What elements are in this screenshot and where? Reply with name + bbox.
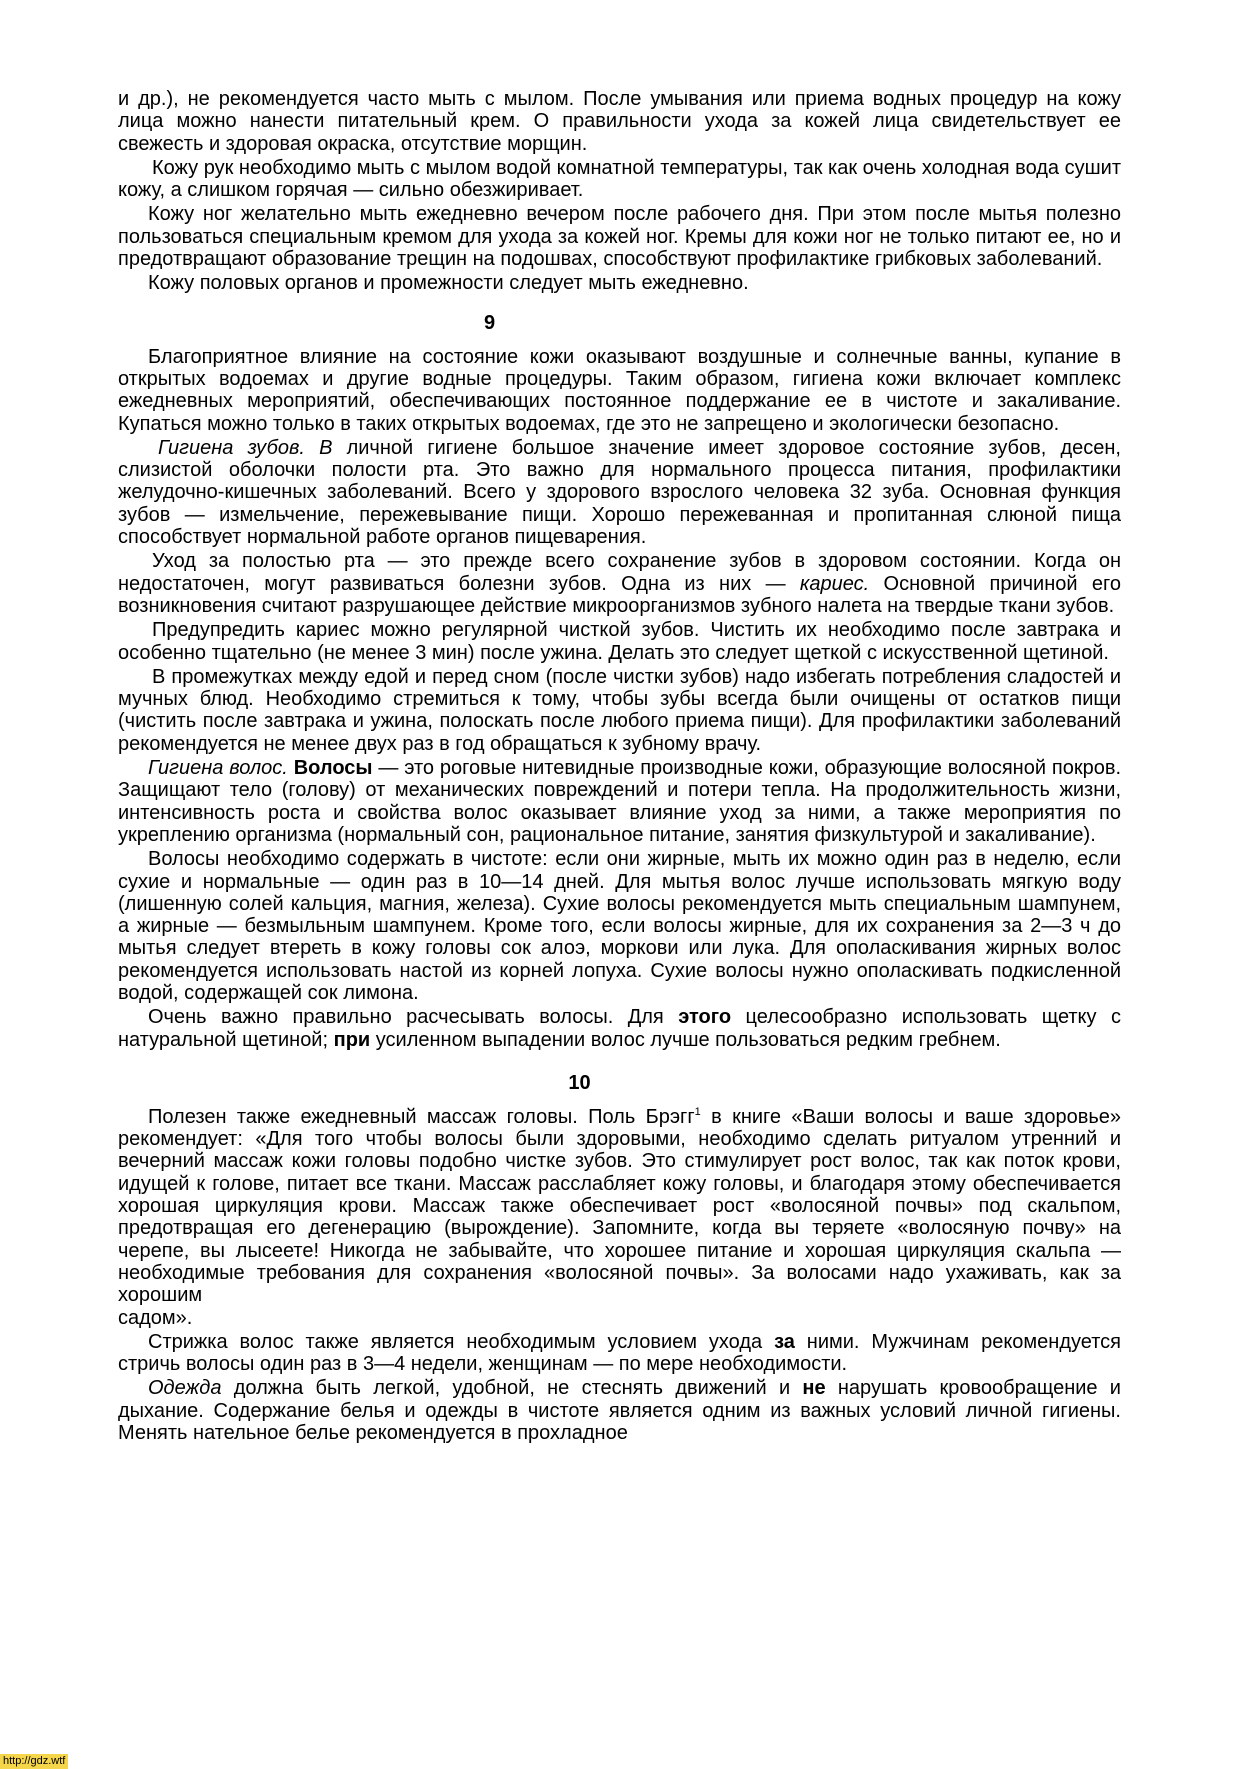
paragraph-text: должна быть легкой, удобной, не стеснять движений и [221,1377,803,1400]
paragraph-text: — это роговые нитевидные производные кожи, образующие волосяной покров. Защищают тело (голову) от механических повреждений и потери тепла. На продолжительность жизни, интенсивность роста и свойства волос оказывает влияние уход за ними, а также мероприятия по укреплению организма (нормальный сон, рациональное питание, занятия физкультурой и закаливание). [118,757,1122,846]
paragraph: Кожу рук необходимо мыть с мылом водой комнатной температуры, так как очень холодная вода сушит кожу, а слишком горячая — сильно обезжиривает. [118,156,1121,202]
paragraph-tail: садом». [118,1306,193,1329]
page-number [78,1071,1081,1095]
bold-word: при [333,1028,371,1051]
paragraph: Предупредить кариес можно регулярной чисткой зубов. Чистить их необходимо после завтрака и особенно тщательно (не менее 3 мин) после ужина. Делать это следует щеткой с искусственной щетиной. [118,619,1121,664]
paragraph [118,550,1121,617]
paragraph-text: Основной причиной его возникновения считают разрушающее действие микроорганизмов зубного налета на твердые ткани зубов. [118,572,1121,617]
paragraph-text: Уход за полостью рта — это прежде всего сохранение зубов в здоровом состоянии. Когда он недостаточен, могут развиваться болезни зубов. Одна из них — [118,550,1121,595]
teeth-heading: Гигиена зубов. В [158,436,333,459]
paragraph [118,1006,1121,1051]
paragraph-text: целесообразно использовать щетку с натуральной щетиной; [118,1006,1121,1051]
bold-word: не [802,1377,826,1400]
page-number-10: 10 [568,1071,591,1094]
hair-heading: Гигиена волос. [148,757,288,780]
paragraph: Благоприятное влияние на состояние кожи оказывают воздушные и солнечные ванны, купание в открытых водоемах и другие водные процедуры. Таким образом, гигиена кожи включает комплекс ежедневных мероприятий, обеспечивающих постоянное поддержание ее в чистоте и закаливание. Купаться можно только в таких открытых водоемах, где это не запрещено и экологически безопасно. [118,345,1121,435]
page-number [118,311,1121,335]
paragraph: Кожу половых органов и промежности следует мыть ежедневно. [148,272,749,295]
paragraph [118,437,1121,548]
paragraph [118,1377,1121,1444]
paragraph-text: Очень важно правильно расчесывать волосы. Для [148,1006,679,1029]
paragraph-text: Полезен также ежедневный массаж головы. Поль Брэгг [148,1105,695,1128]
clothing-heading: Одежда [148,1377,222,1400]
source-url-label[interactable]: http://gdz.wtf [0,1754,68,1769]
footnote-marker: 1 [694,1105,701,1118]
paragraph [118,1106,1121,1307]
document-page [118,88,1121,1444]
bold-word: этого [678,1006,732,1029]
paragraph: Волосы необходимо содержать в чистоте: если они жирные, мыть их можно один раз в неделю, если сухие и нормальные — один раз в 10—14 дней. Для мытья волос лучше использовать мягкую воду (лишенную солей кальция, магния, железа). Сухие волосы рекомендуется мыть специальным шампунем, а жирные — безмыльным шампунем. Кроме того, если волосы жирные, для их сохранения за 2—3 ч до мытья следует втереть в кожу головы сок алоэ, моркови или лука. Для ополаскивания жирных волос рекомендуется использовать настой из корней лопуха. Сухие волосы нужно ополаскивать подкисленной водой, содержащей сок лимона. [118,848,1121,1004]
caries-term: кариес. [799,572,870,595]
paragraph: В промежутках между едой и перед сном (после чистки зубов) надо избегать потребления сладостей и мучных блюд. Необходимо стремиться к тому, чтобы зубы всегда были очищены от остатков пищи (чистить после завтрака и ужина, полоскать после любого приема пищи). Для профилактики заболеваний рекомендуется не менее двух раз в год обращаться к зубному врачу. [118,665,1121,755]
page-number-9: 9 [483,311,496,334]
paragraph-text: усиленном выпадении волос лучше пользоваться редким гребнем. [370,1028,1001,1051]
paragraph-text: в книге «Ваши волосы и ваше здоровье» рекомендует: «Для того чтобы волосы были здоровыми, необходимо сделать ритуалом утренний и вечерний массаж кожи головы подобно чистке зубов. Это стимулирует рост волос, так как поток крови, идущей к голове, питает все ткани. Массаж расслабляет кожу головы, и благодаря этому обеспечивается хорошая циркуляция крови. Массаж также обеспечивает рост «волосяной почвы» под скальпом, предотвращая его дегенерацию (вырождение). Запомните, когда вы теряете «волосяную почву» на черепе, вы лысеете! Никогда не забывайте, что хорошее питание и хорошая циркуляция скальпа — необходимые требования для сохранения «волосяной почвы». За волосами надо ухаживать, как за хорошим [118,1105,1121,1307]
paragraph: и др.), не рекомендуется часто мыть с мылом. После умывания или приема водных процедур на кожу лица можно нанести питательный крем. О правильности ухода за кожей лица свидетельствует ее свежесть и здоровая окраска, отсутствие морщин. [118,88,1121,155]
paragraph-text: Стрижка волос также является необходимым условием ухода [148,1330,775,1353]
bold-word: за [774,1330,795,1353]
paragraph-text: ними. Мужчинам рекомендуется стричь волосы один раз в 3—4 недели, женщинам — по мере необходимости. [118,1330,1121,1376]
paragraph-text: нарушать кровообращение и дыхание. Содержание белья и одежды в чистоте является одним из важных условий личной гигиены. Менять нательное белье рекомендуется в прохладное [118,1377,1121,1445]
paragraph: Кожу ног желательно мыть ежедневно вечером после рабочего дня. При этом после мытья полезно пользоваться специальным кремом для ухода за кожей ног. Кремы для кожи ног не только питают ее, но и предотвращают образование трещин на подошвах, способствуют профилактике грибковых заболеваний. [118,203,1121,271]
paragraph [118,757,1121,846]
paragraph-text: личной гигиене большое значение имеет здоровое состояние зубов, десен, слизистой оболочки полости рта. Это важно для нормального процесса питания, профилактики желудочно-кишечных заболеваний. Всего у здорового взрослого человека 32 зуба. Основная функция зубов — измельчение, пережевывание пищи. Хорошо пережеванная и пропитанная слюной пища способствует нормальной работе органов пищеварения. [118,436,1121,549]
paragraph [118,1331,1121,1376]
hair-term: Волосы [293,757,373,780]
